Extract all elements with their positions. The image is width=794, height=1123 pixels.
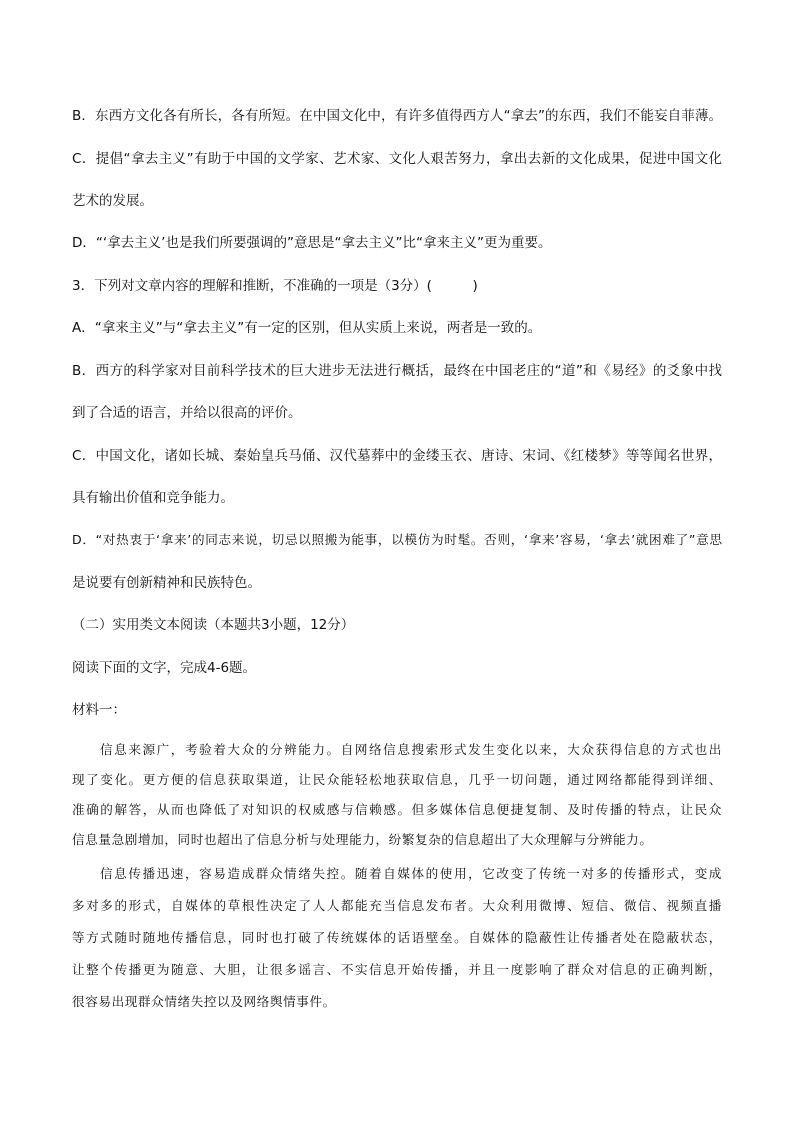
material-paragraph-2-line4: 让整个传播更为随意、大胆，让很多谣言、不实信息开始传播，并且一度影响了群众对信息的正确判断， (72, 962, 722, 977)
option-d-q3-line2: 是说要有创新精神和民族特色。 (72, 575, 261, 591)
material-paragraph-1-line1: 信息来源广，考验着大众的分辨能力。自网络信息搜索形式发生变化以来，大众获得信息的方式也出 (100, 742, 722, 757)
material-paragraph-2-line5: 很容易出现群众情绪失控以及网络舆情事件。 (72, 994, 336, 1009)
reading-instruction: 阅读下面的文字，完成4-6题。 (72, 660, 257, 676)
option-c-q3-line1: C．中国文化，诸如长城、秦始皇兵马俑、汉代墓葬中的金缕玉衣、唐诗、宋词、《红楼梦》等等闻名世界， (72, 448, 722, 464)
material-paragraph-1-line4: 信息量急剧增加，同时也超出了信息分析与处理能力，纷繁复杂的信息超出了大众理解与分辨能力。 (72, 832, 653, 847)
material-paragraph-2-line3: 等方式随时随地传播信息，同时也打破了传统媒体的话语壁垒。自媒体的隐蔽性让传播者处在隐蔽状态， (72, 930, 722, 945)
option-b-q3-line1: B．西方的科学家对目前科学技术的巨大进步无法进行概括，最终在中国老庄的“道”和《易经》的爻象中找 (72, 363, 722, 379)
option-c-q2-line2: 艺术的发展。 (72, 193, 153, 209)
material-paragraph-2-line2: 多对多的形式，自媒体的草根性决定了人人都能充当信息发布者。大众利用微博、短信、微信、视频直播 (72, 898, 722, 913)
question-3: 3．下列对文章内容的理解和推断，不准确的一项是（3分）( ) (72, 278, 478, 294)
material-paragraph-1-line2: 现了变化。更方便的信息获取渠道，让民众能轻松地获取信息，几乎一切问题，通过网络都能得到详细、 (72, 772, 722, 787)
material-paragraph-1-line3: 准确的解答，从而也降低了对知识的权威感与信赖感。但多媒体信息便捷复制、及时传播的特点，让民众 (72, 802, 722, 817)
section-heading: （二）实用类文本阅读（本题共3小题，12分） (72, 617, 355, 633)
option-b-q2: B．东西方文化各有所长，各有所短。在中国文化中，有许多值得西方人“拿去”的东西，我们不能妄自菲薄。 (72, 108, 722, 124)
option-d-q2: D．“‘拿去主义’也是我们所要强调的”意思是“拿去主义”比“拿来主义”更为重要。 (72, 235, 552, 251)
option-d-q3-line1: D．“对热衷于‘拿来’的同志来说，切忌以照搬为能事，以模仿为时髦。否则，‘拿来’容易，‘拿去’就困难了”意思 (72, 532, 722, 547)
option-c-q2-line1: C．提倡“拿去主义”有助于中国的文学家、艺术家、文化人艰苦努力，拿出去新的文化成果，促进中国文化 (72, 151, 722, 167)
material-one-label: 材料一： (72, 702, 126, 718)
option-b-q3-line2: 到了合适的语言，并给以很高的评价。 (72, 405, 302, 421)
option-a-q3: A．“拿来主义”与“拿去主义”有一定的区别，但从实质上来说，两者是一致的。 (72, 320, 542, 336)
material-paragraph-2-line1: 信息传播迅速，容易造成群众情绪失控。随着自媒体的使用，它改变了传统一对多的传播形式，变成 (100, 866, 722, 881)
option-c-q3-line2: 具有输出价值和竞争能力。 (72, 490, 234, 506)
